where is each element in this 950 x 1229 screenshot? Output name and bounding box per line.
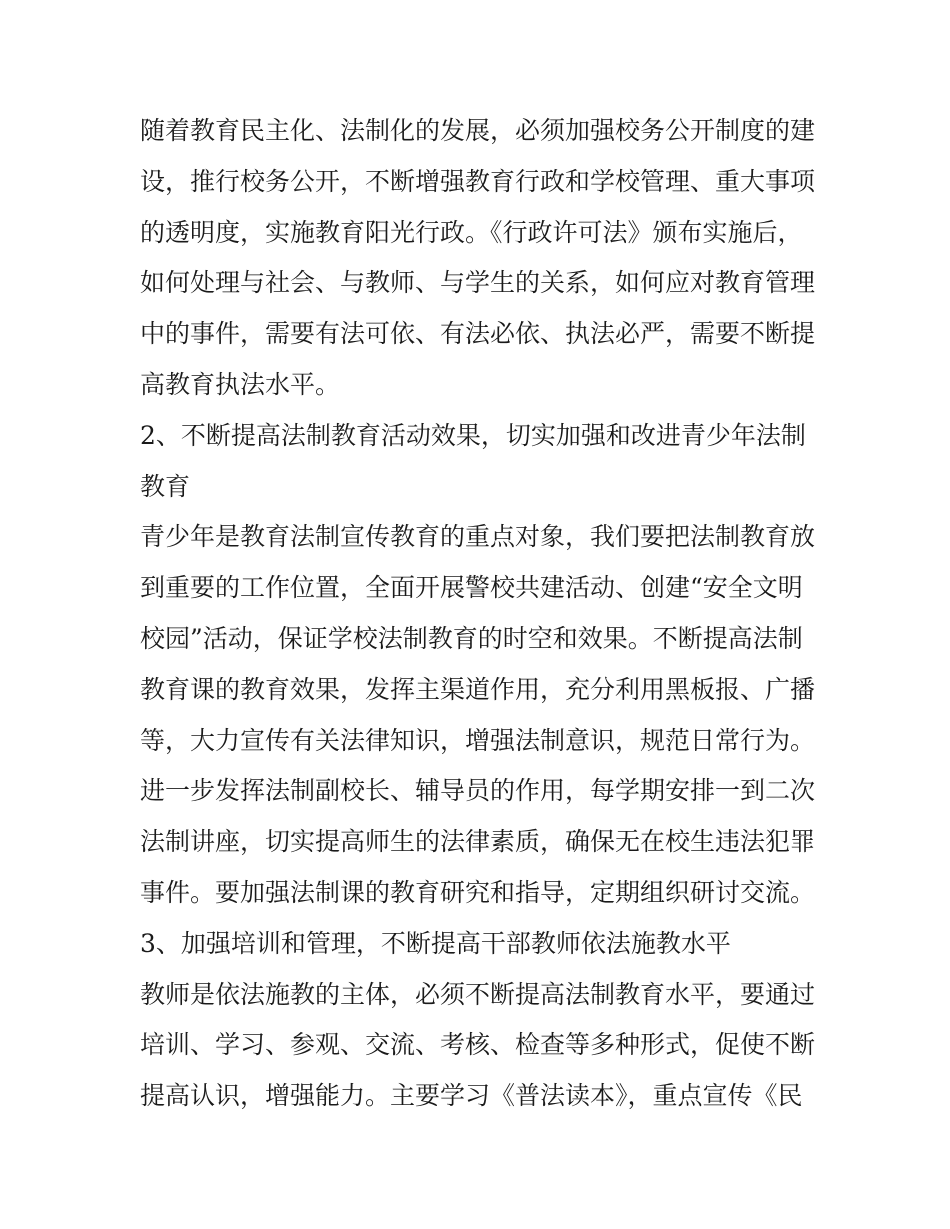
text-line: 如何处理与社会、与教师、与学生的关系，如何应对教育管理	[140, 268, 816, 298]
text-line: 等，大力宣传有关法律知识，增强法制意识，规范日常行为。	[140, 725, 816, 755]
text-line: 随着教育民主化、法制化的发展，必须加强校务公开制度的建	[140, 116, 816, 145]
section-heading-3: 3、加强培训和管理，不断提高干部教师依法施教水平	[140, 928, 731, 958]
text-line: 提高认识，增强能力。主要学习《普法读本》，重点宣传《民	[140, 1081, 803, 1111]
text-line: 设，推行校务公开，不断增强教育行政和学校管理、重大事项	[140, 166, 816, 196]
section-heading-2-cont: 教育	[140, 471, 191, 501]
text-line: 教育课的教育效果，发挥主渠道作用，充分利用黑板报、广播	[140, 674, 816, 704]
text-line: 到重要的工作位置，全面开展警校共建活动、创建“安全文明	[140, 573, 803, 603]
text-line: 教师是依法施教的主体，必须不断提高法制教育水平，要通过	[140, 979, 816, 1009]
text-line: 培训、学习、参观、交流、考核、检查等多种形式，促使不断	[140, 1030, 816, 1060]
text-line: 高教育执法水平。	[140, 369, 341, 399]
text-line: 中的事件，需要有法可依、有法必依、执法必严，需要不断提	[140, 319, 816, 349]
text-line: 法制讲座，切实提高师生的法律素质，确保无在校生违法犯罪	[140, 827, 816, 857]
text-line: 青少年是教育法制宣传教育的重点对象，我们要把法制教育放	[140, 522, 816, 552]
section-heading-2: 2、不断提高法制教育活动效果，切实加强和改进青少年法制	[140, 420, 806, 450]
text-line: 进一步发挥法制副校长、辅导员的作用，每学期安排一到二次	[140, 776, 816, 806]
text-line: 校园”活动，保证学校法制教育的时空和效果。不断提高法制	[140, 623, 803, 653]
text-line: 事件。要加强法制课的教育研究和指导，定期组织研讨交流。	[140, 877, 816, 907]
text-line: 的透明度，实施教育阳光行政。《行政许可法》颁布实施后，	[140, 217, 803, 247]
document-body	[140, 106, 820, 1122]
